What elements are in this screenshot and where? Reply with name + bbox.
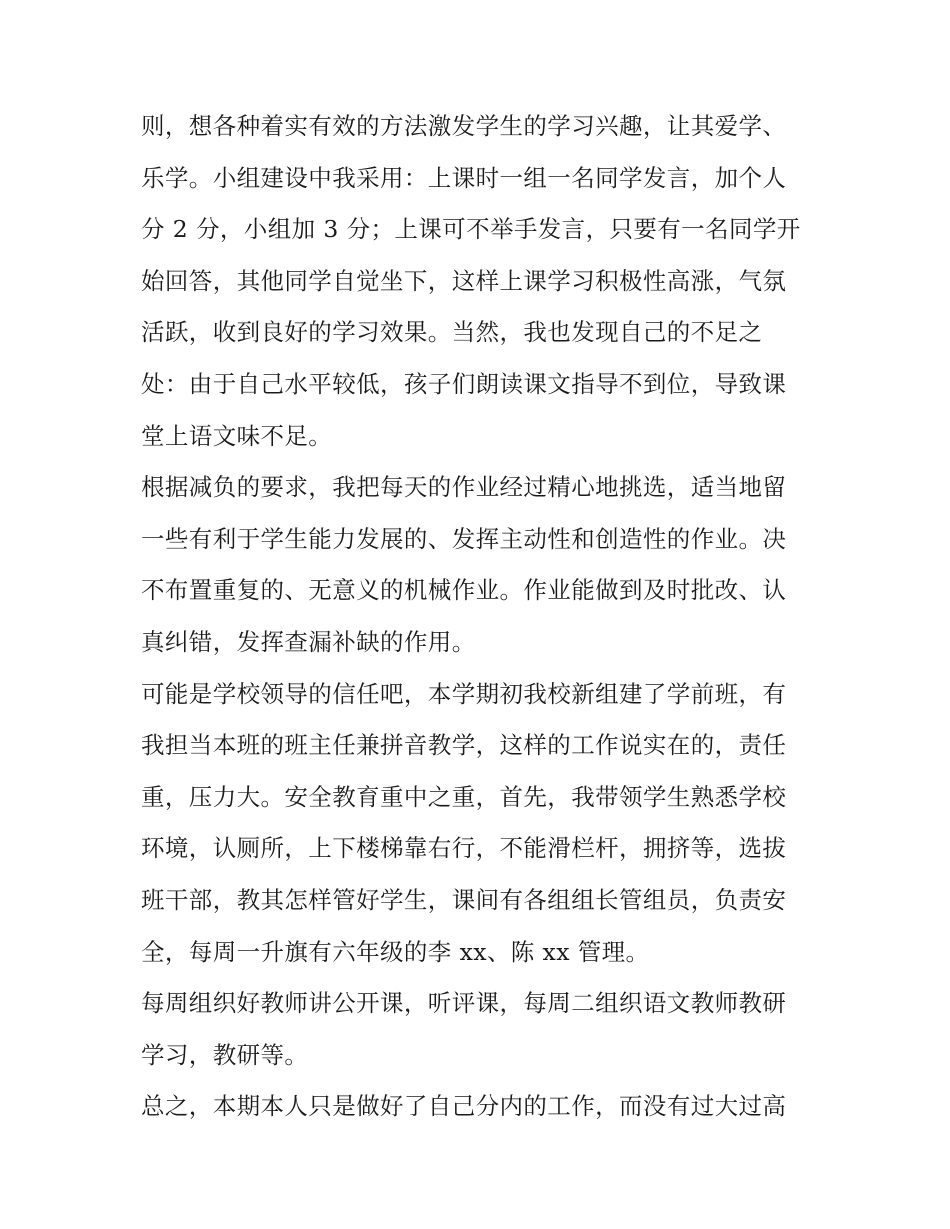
- text-line: 班干部，教其怎样管好学生，课间有各组组长管组员，负责安: [141, 885, 787, 914]
- text-line: 全，每周一升旗有六年级的李 xx、陈 xx 管理。: [141, 937, 650, 966]
- text-line: 活跃，收到良好的学习效果。当然，我也发现自己的不足之: [141, 318, 763, 347]
- text-line: 可能是学校领导的信任吧，本学期初我校新组建了学前班，有: [141, 679, 787, 708]
- text-line: 堂上语文味不足。: [141, 421, 333, 450]
- document-body: [141, 101, 821, 1133]
- text-line: 重，压力大。安全教育重中之重，首先，我带领学生熟悉学校: [141, 782, 787, 811]
- text-line: 处：由于自己水平较低，孩子们朗读课文指导不到位，导致课: [141, 369, 787, 398]
- text-line: 分 2 分，小组加 3 分；上课可不举手发言，只要有一名同学开: [141, 215, 801, 244]
- text-line: 总之，本期本人只是做好了自己分内的工作，而没有过大过高: [141, 1092, 787, 1121]
- text-line: 环境，认厕所，上下楼梯靠右行，不能滑栏杆，拥挤等，选拔: [141, 834, 787, 863]
- text-line: 我担当本班的班主任兼拼音教学，这样的工作说实在的，责任: [141, 731, 787, 760]
- text-line: 每周组织好教师讲公开课，听评课，每周二组织语文教师教研: [141, 989, 787, 1018]
- text-line: 则，想各种着实有效的方法激发学生的学习兴趣，让其爱学、: [141, 112, 787, 140]
- text-line: 根据减负的要求，我把每天的作业经过精心地挑选，适当地留: [141, 473, 787, 502]
- text-line: 学习，教研等。: [141, 1040, 309, 1069]
- text-line: 始回答，其他同学自觉坐下，这样上课学习积极性高涨，气氛: [141, 266, 787, 295]
- text-line: 乐学。小组建设中我采用：上课时一组一名同学发言，加个人: [141, 163, 787, 192]
- text-line: 不布置重复的、无意义的机械作业。作业能做到及时批改、认: [141, 576, 787, 605]
- text-line: 真纠错，发挥查漏补缺的作用。: [141, 627, 476, 656]
- text-line: 一些有利于学生能力发展的、发挥主动性和创造性的作业。决: [141, 524, 787, 553]
